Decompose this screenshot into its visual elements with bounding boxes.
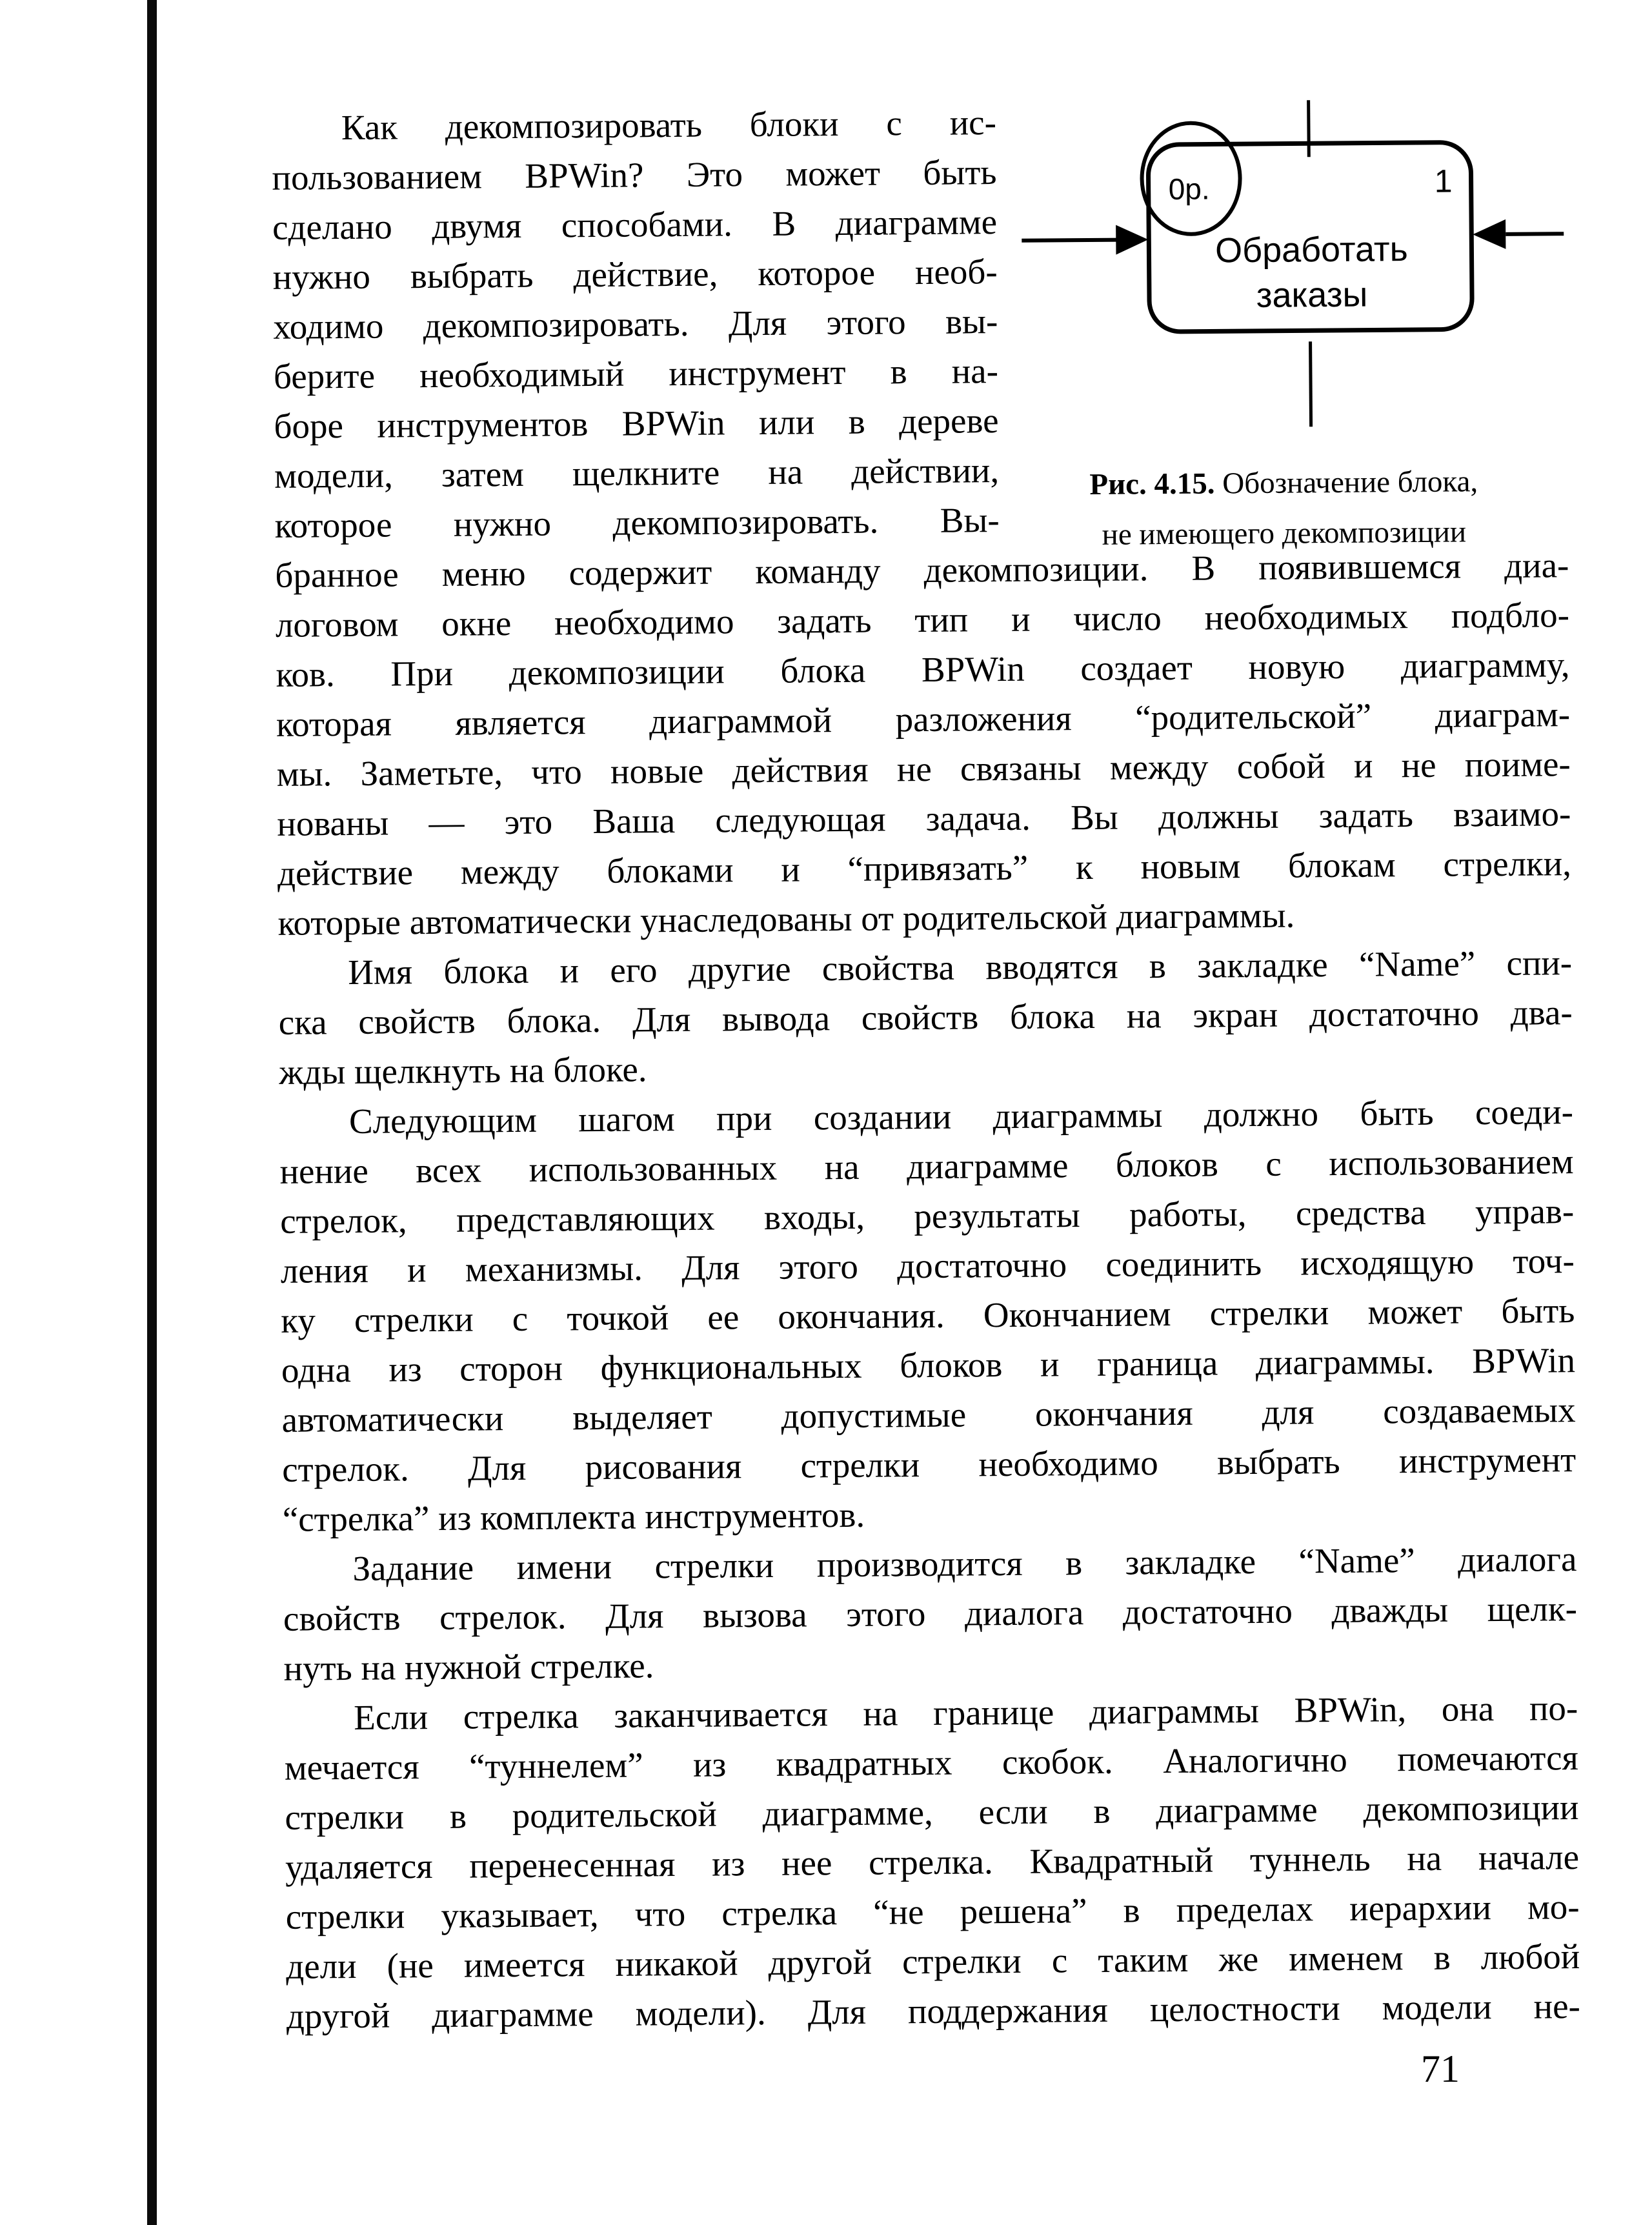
page-number: 71 (1421, 2048, 1460, 2090)
text-line: пользованием BPWin? Это может быть (272, 152, 997, 197)
text-line: берите необходимый инструмент в на- (273, 351, 999, 396)
figure-caption-line2: не имеющего декомпозиции (1102, 515, 1467, 552)
text-line: мы. Заметьте, что новые действия не связаны между собой и не поиме- (276, 744, 1571, 794)
page-content (272, 93, 1581, 2041)
text-line: Как декомпозировать блоки с ис- (341, 103, 997, 148)
figure-caption-line1 (999, 456, 1569, 510)
text-line: удаляется перенесенная из нее стрелка. Квадратный туннель на начале (285, 1837, 1580, 1887)
text-line: модели, затем щелкните на действии, (274, 450, 1000, 496)
block-title-line1: Обработать (1214, 230, 1408, 270)
text-line: нованы — это Ваша следующая задача. Вы должны задать взаимо- (277, 794, 1571, 843)
text-line: стрелки указывает, что стрелка “не решена” в пределах иерархии мо- (285, 1887, 1580, 1937)
text-line: ления и механизмы. Для этого достаточно соединить исходящую точ- (280, 1241, 1575, 1291)
text-line: жды щелкнуть на блоке. (279, 1049, 647, 1092)
text-line: другой диаграмме модели). Для поддержания целостности модели не- (286, 1986, 1581, 2036)
circle-label: 0р. (1168, 172, 1210, 206)
text-line: ска свойств блока. Для вывода свойств блока на экран достаточно два- (278, 992, 1573, 1042)
block-title-line2: заказы (1256, 275, 1368, 315)
text-line: стрелок. Для рисования стрелки необходимо выбрать инструмент (281, 1440, 1576, 1489)
text-line: свойств стрелок. Для вызова этого диалога достаточно дважды щелк- (283, 1589, 1578, 1638)
text-line: “стрелка” из комплекта инструментов. (282, 1495, 865, 1539)
text-line: ку стрелки с точкой ее окончания. Окончанием стрелки может быть (281, 1291, 1575, 1340)
block-number: 1 (1434, 163, 1453, 199)
text-line: стрелки в родительской диаграмме, если в диаграмме декомпозиции (285, 1787, 1579, 1837)
text-line: одна из сторон функциональных блоков и граница диаграммы. BPWin (281, 1340, 1576, 1390)
text-line: которые автоматически унаследованы от родительской диаграммы. (277, 895, 1295, 943)
text-line: боре инструментов BPWin или в дереве (274, 401, 999, 446)
figure-4-15 (996, 93, 1569, 552)
text-line: Имя блока и его другие свойства вводятся в закладке “Name” спи- (347, 943, 1573, 992)
left-input-arrow-icon (1022, 225, 1148, 256)
figure-caption-text: Обозначение блока, (1214, 465, 1478, 501)
text-line: нуть на нужной стрелке. (283, 1646, 654, 1688)
text-line: дели (не имеется никакой другой стрелки с таким же именем в любой (286, 1937, 1580, 1986)
text-line: ков. При декомпозиции блока BPWin создает новую диаграмму, (276, 645, 1570, 694)
text-line: автоматически выделяет допустимые окончания для создаваемых (281, 1390, 1576, 1440)
idef0-block-diagram (996, 93, 1568, 433)
text-line: мечается “туннелем” из квадратных скобок. Аналогично помечаются (284, 1738, 1579, 1787)
text-line: которое нужно декомпозировать. Вы- (274, 500, 1000, 545)
figure-caption-number: Рис. 4.15. (1089, 467, 1215, 501)
text-line: логовом окне необходимо задать тип и число необходимых подбло- (275, 595, 1570, 645)
right-input-arrow-icon (1473, 219, 1564, 249)
text-line: стрелок, представляющих входы, результаты работы, средства управ- (279, 1191, 1575, 1241)
text-line: Задание имени стрелки производится в закладке “Name” диалога (352, 1539, 1577, 1588)
text-line: действие между блоками и “привязать” к новым блокам стрелки, (277, 843, 1572, 893)
text-line: сделано двумя способами. В диаграмме (272, 202, 998, 247)
text-line: которая является диаграммой разложения “родительской” диаграм- (276, 694, 1571, 744)
text-line: нение всех использованных на диаграмме блоков с использованием (279, 1142, 1574, 1191)
text-line: Если стрелка заканчивается на границе диаграммы BPWin, она по- (354, 1688, 1578, 1737)
text-line: бранное меню содержит команду декомпозиции. В появившемся диа- (275, 545, 1569, 595)
text-line: нужно выбрать действие, которое необ- (272, 252, 998, 297)
text-line: ходимо декомпозировать. Для этого вы- (273, 301, 998, 347)
scan-binding-line (147, 0, 157, 2225)
text-line: Следующим шагом при создании диаграммы должно быть соеди- (348, 1092, 1574, 1142)
